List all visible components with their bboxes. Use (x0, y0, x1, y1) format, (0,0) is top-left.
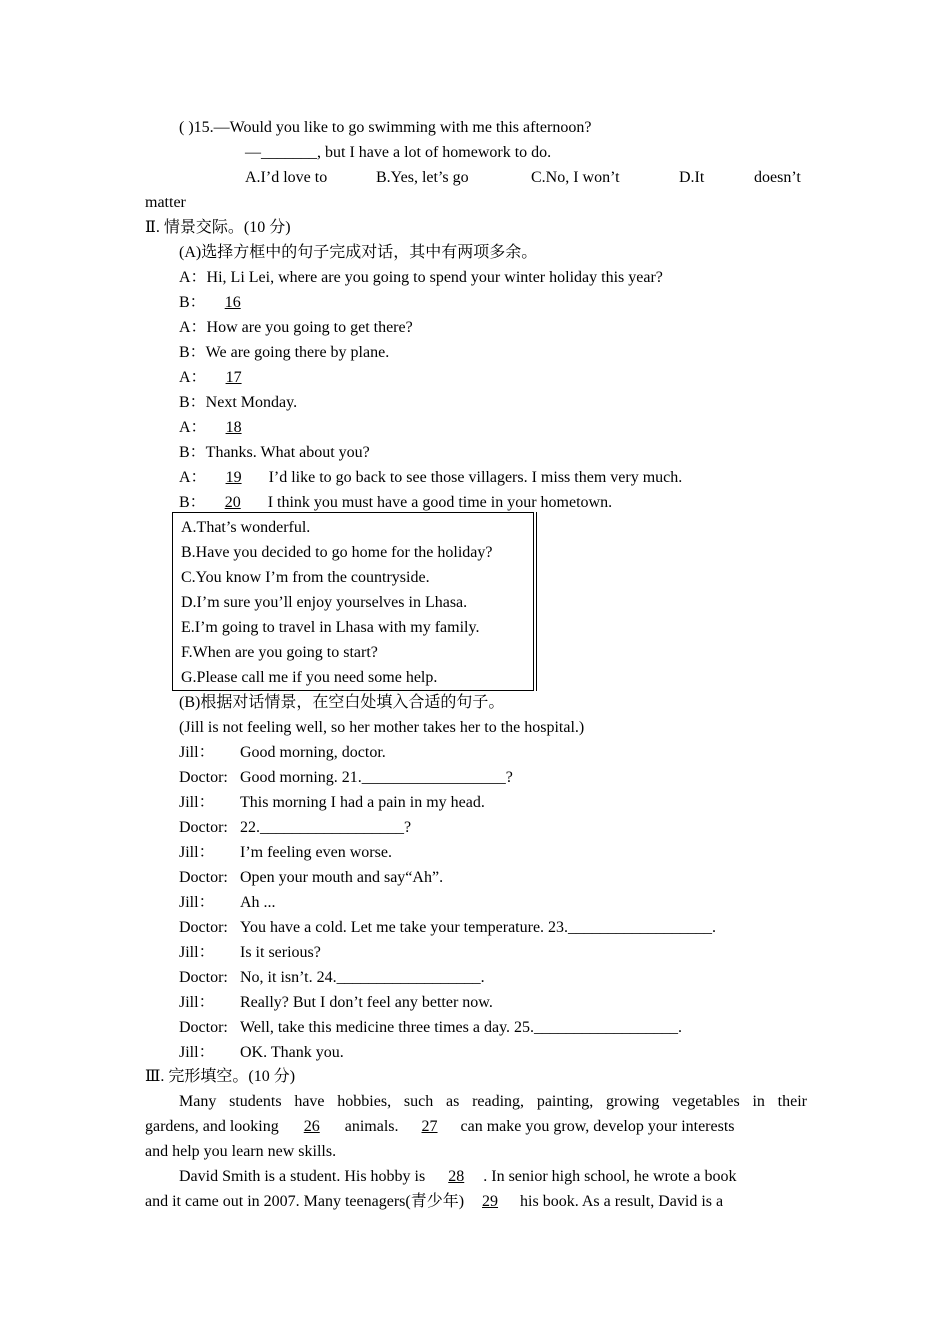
cloze-text: and it came out in 2007. Many teenagers(青少年) (145, 1193, 465, 1210)
dialogue-b-line (179, 965, 485, 990)
dialogue-b-line (179, 790, 485, 815)
blank-26: 26 (303, 1118, 320, 1135)
part-a-instruction: (A)选择方框中的句子完成对话，其中有两项多余。 (179, 244, 538, 261)
q15-option-c: C.No, I won’t (531, 169, 620, 186)
dialogue-a-text: I’d like to go back to see those villagers. I miss them very much. (268, 469, 683, 486)
speaker-label: Jill： (179, 794, 215, 811)
speaker-label: Doctor: (179, 869, 228, 886)
speaker-label: Jill： (179, 894, 215, 911)
speaker-label: Jill： (179, 844, 215, 861)
dialogue-b-line (179, 915, 716, 940)
dialogue-a-line (179, 390, 297, 415)
option-c: C.You know I’m from the countryside. (181, 569, 430, 586)
blank-18: 18 (225, 419, 242, 436)
q15-stem: ( )15.—Would you like to go swimming with me this afternoon? (179, 119, 592, 136)
cloze-text: David Smith is a student. His hobby is (179, 1168, 426, 1185)
dialogue-b-text: You have a cold. Let me take your temperature. 23.__________________. (240, 919, 717, 936)
dialogue-b-text: This morning I had a pain in my head. (240, 794, 485, 811)
dialogue-b-text: 22.__________________? (240, 819, 412, 836)
q15-option-a: A.I’d love to (245, 169, 328, 186)
dialogue-a-line (179, 340, 389, 365)
dialogue-b-line (179, 815, 411, 840)
dialogue-b-line (179, 940, 321, 965)
speaker-label: Doctor: (179, 969, 228, 986)
speaker-label: Doctor: (179, 769, 228, 786)
dialogue-a-line (179, 440, 370, 465)
dialogue-a-line (179, 265, 663, 290)
dialogue-a-text: B：Next Monday. (179, 394, 298, 411)
dialogue-b-text: Good morning, doctor. (240, 744, 386, 761)
dialogue-b-line (179, 1015, 682, 1040)
dialogue-a-line (179, 290, 260, 315)
option-a: A.That’s wonderful. (181, 519, 311, 536)
option-b: B.Have you decided to go home for the holiday? (181, 544, 493, 561)
dialogue-b-text: Well, take this medicine three times a day. 25.__________________. (240, 1019, 683, 1036)
dialogue-b-text: OK. Thank you. (240, 1044, 344, 1061)
cloze-text: . In senior high school, he wrote a book (483, 1168, 737, 1185)
dialogue-a-line (179, 415, 261, 440)
blank-19: 19 (225, 469, 242, 486)
dialogue-b-line (179, 865, 443, 890)
dialogue-b-text: Open your mouth and say“Ah”. (240, 869, 444, 886)
blank-17: 17 (225, 369, 242, 386)
dialogue-b-line (179, 840, 392, 865)
q15-option-d-part3: matter (145, 194, 186, 211)
cloze-p2-line1 (179, 1164, 807, 1189)
dialogue-b-line (179, 1040, 344, 1065)
dialogue-b-line (179, 890, 276, 915)
speaker-label: Doctor: (179, 1019, 228, 1036)
blank-28: 28 (448, 1168, 465, 1185)
option-e: E.I’m going to travel in Lhasa with my family. (181, 619, 480, 636)
part-b-context: (Jill is not feeling well, so her mother takes her to the hospital.) (179, 719, 585, 736)
section3-title: Ⅲ. 完形填空。(10 分) (145, 1068, 296, 1085)
dialogue-a-text: B：Thanks. What about you? (179, 444, 370, 461)
speaker-label: Doctor: (179, 919, 228, 936)
speaker-label: Jill： (179, 994, 215, 1011)
speaker-label: Jill： (179, 944, 215, 961)
dialogue-b-text: Really? But I don’t feel any better now. (240, 994, 493, 1011)
part-b-instruction: (B)根据对话情景，在空白处填入合适的句子。 (179, 694, 505, 711)
q15-option-b: B.Yes, let’s go (376, 169, 469, 186)
dialogue-b-line (179, 740, 386, 765)
section2-title: Ⅱ. 情景交际。(10 分) (145, 219, 291, 236)
cloze-text: can make you grow, develop your interests (460, 1118, 735, 1135)
dialogue-b-text: Is it serious? (240, 944, 321, 961)
speaker-label: Jill： (179, 744, 215, 761)
blank-16: 16 (224, 294, 241, 311)
cloze-p1-line1: Many students have hobbies, such as reading, painting, growing vegetables in their (179, 1093, 807, 1110)
dialogue-a-text: B： (179, 294, 206, 311)
dialogue-a-text: A： (179, 419, 207, 436)
options-box (172, 512, 534, 691)
dialogue-a-line (179, 465, 682, 490)
blank-27: 27 (421, 1118, 438, 1135)
dialogue-b-text: Good morning. 21.__________________? (240, 769, 513, 786)
cloze-text: his book. As a result, David is a (520, 1193, 724, 1210)
q15-option-d-part2: doesn’t (754, 169, 801, 186)
dialogue-a-text: A：How are you going to get there? (179, 319, 413, 336)
blank-20: 20 (224, 494, 241, 511)
cloze-p2-line2 (145, 1189, 807, 1214)
q15-option-d-part1: D.It (679, 169, 705, 186)
option-d: D.I’m sure you’ll enjoy yourselves in Lhasa. (181, 594, 468, 611)
dialogue-b-text: Ah ... (240, 894, 276, 911)
cloze-p1-line2 (145, 1114, 807, 1139)
dialogue-a-text: A：Hi, Li Lei, where are you going to spend your winter holiday this year? (179, 269, 663, 286)
cloze-p1-line3: and help you learn new skills. (145, 1143, 337, 1160)
dialogue-a-line (179, 365, 261, 390)
dialogue-b-line (179, 990, 493, 1015)
cloze-text: animals. (344, 1118, 399, 1135)
dialogue-a-text: B： (179, 494, 206, 511)
option-g: G.Please call me if you need some help. (181, 669, 438, 686)
cloze-text: gardens, and looking (145, 1118, 279, 1135)
dialogue-b-text: I’m feeling even worse. (240, 844, 392, 861)
blank-29: 29 (482, 1193, 499, 1210)
dialogue-a-text: A： (179, 469, 207, 486)
dialogue-a-text: B：We are going there by plane. (179, 344, 390, 361)
speaker-label: Jill： (179, 1044, 215, 1061)
q15-reply: —_______, but I have a lot of homework to do. (245, 144, 552, 161)
dialogue-a-text: A： (179, 369, 207, 386)
speaker-label: Doctor: (179, 819, 228, 836)
dialogue-b-line (179, 765, 513, 790)
dialogue-b-text: No, it isn’t. 24.__________________. (240, 969, 485, 986)
dialogue-a-line (179, 315, 413, 340)
dialogue-a-text: I think you must have a good time in your hometown. (267, 494, 613, 511)
option-f: F.When are you going to start? (181, 644, 378, 661)
